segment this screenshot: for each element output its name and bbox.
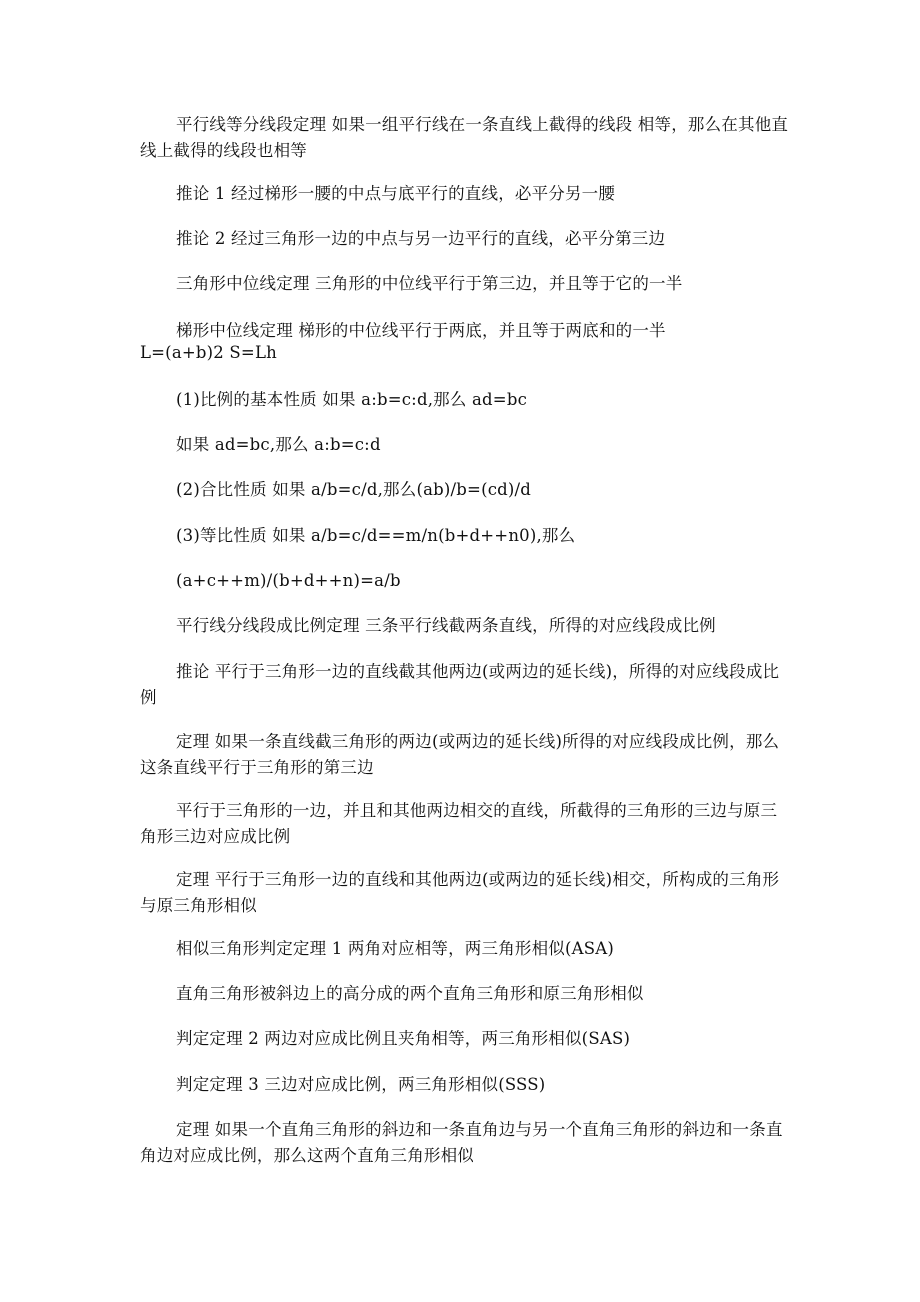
paragraph-similarity-criterion-sas: 判定定理 2 两边对应成比例且夹角相等，两三角形相似(SAS): [176, 1029, 631, 1048]
paragraph-equal-ratio-result: (a+c++m)/(b+d++n)=a/b: [176, 571, 401, 590]
paragraph-ratio-converse: 如果 ad=bc,那么 a:b=c:d: [176, 435, 381, 454]
paragraph-ratio-basic-property: (1)比例的基本性质 如果 a:b=c:d,那么 ad=bc: [176, 390, 528, 409]
paragraph-trapezoid-midline: 梯形中位线定理 梯形的中位线平行于两底，并且等于两底和的一半: [176, 321, 666, 340]
paragraph-right-triangle-altitude: 直角三角形被斜边上的高分成的两个直角三角形和原三角形相似: [176, 984, 644, 1003]
paragraph-triangle-midline: 三角形中位线定理 三角形的中位线平行于第三边，并且等于它的一半: [176, 274, 683, 293]
paragraph-proportional-corollary: 推论 平行于三角形一边的直线截其他两边(或两边的延长线)，所得的对应线段成比例: [140, 662, 780, 707]
paragraph-similar-triangle-theorem: 定理 平行于三角形一边的直线和其他两边(或两边的延长线)相交，所构成的三角形与原三角形相似: [140, 870, 780, 915]
paragraph-corollary-1: 推论 1 经过梯形一腰的中点与底平行的直线，必平分另一腰: [176, 184, 616, 203]
paragraph-parallel-lines-equal-segments: 平行线等分线段定理 如果一组平行线在一条直线上截得的线段 相等，那么在其他直线上截得的线段也相等: [140, 115, 789, 160]
paragraph-trapezoid-formula: L=(a+b)2 S=Lh: [140, 343, 277, 362]
paragraph-equal-ratio-property: (3)等比性质 如果 a/b=c/d==m/n(b+d++n0),那么: [176, 526, 576, 545]
paragraph-converse-theorem: 定理 如果一条直线截三角形的两边(或两边的延长线)所得的对应线段成比例，那么这条直线平行于三角形的第三边: [140, 732, 780, 777]
paragraph-similarity-criterion-asa: 相似三角形判定定理 1 两角对应相等，两三角形相似(ASA): [176, 939, 614, 958]
paragraph-right-triangle-similarity: 定理 如果一个直角三角形的斜边和一条直角边与另一个直角三角形的斜边和一条直角边对应成比例，那么这两个直角三角形相似: [140, 1120, 783, 1165]
paragraph-corollary-2: 推论 2 经过三角形一边的中点与另一边平行的直线，必平分第三边: [176, 229, 666, 248]
paragraph-componendo-property: (2)合比性质 如果 a/b=c/d,那么(ab)/b=(cd)/d: [176, 480, 532, 499]
paragraph-similar-sides: 平行于三角形的一边，并且和其他两边相交的直线，所截得的三角形的三边与原三角形三边对应成比例: [140, 801, 778, 846]
paragraph-parallel-proportional-theorem: 平行线分线段成比例定理 三条平行线截两条直线，所得的对应线段成比例: [176, 616, 716, 635]
paragraph-similarity-criterion-sss: 判定定理 3 三边对应成比例，两三角形相似(SSS): [176, 1075, 546, 1094]
